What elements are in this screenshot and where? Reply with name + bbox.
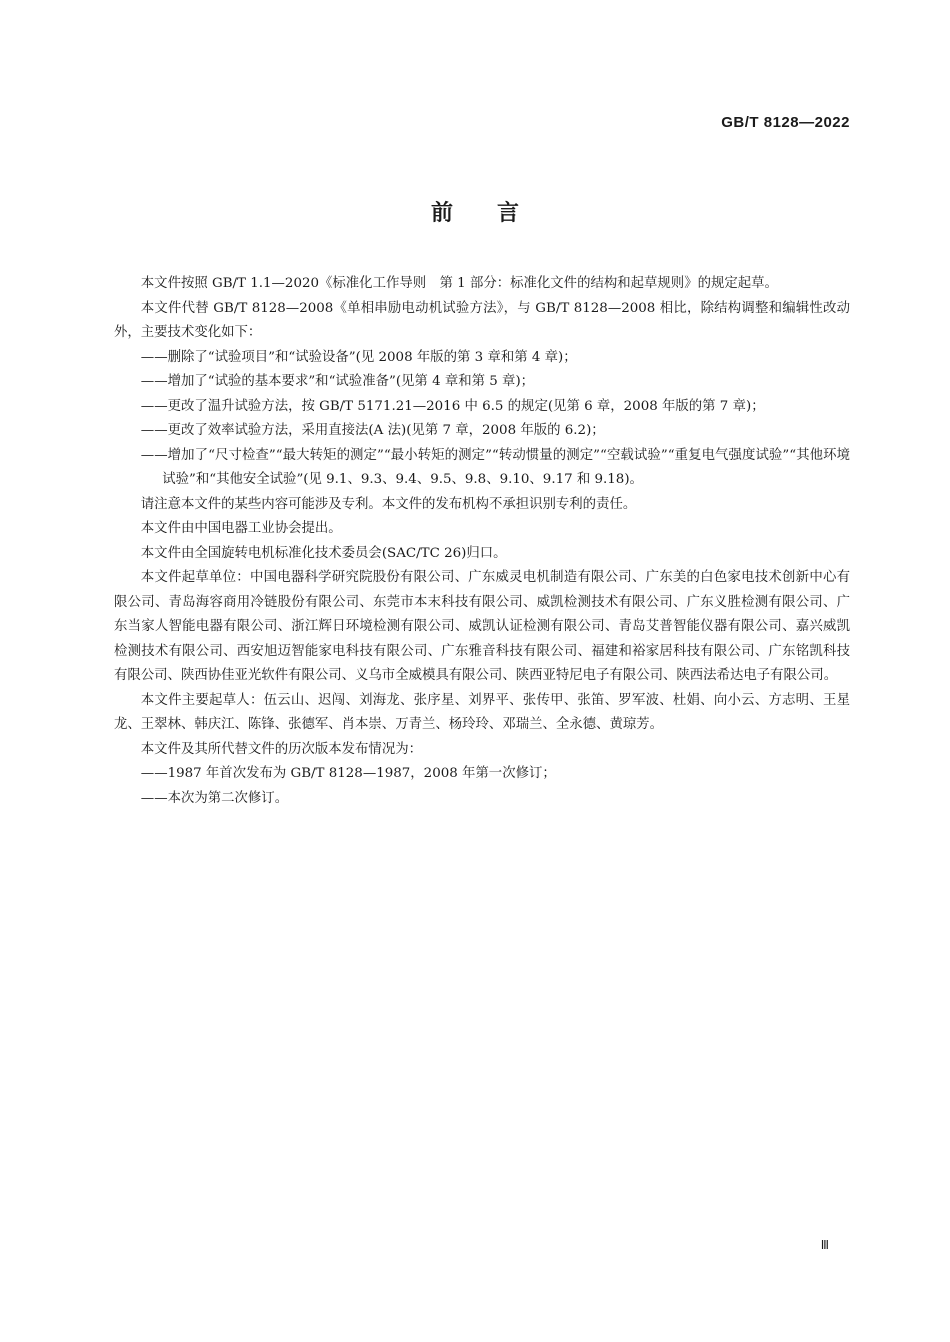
paragraph-patent-notice: 请注意本文件的某些内容可能涉及专利。本文件的发布机构不承担识别专利的责任。 bbox=[140, 496, 637, 512]
standard-code: GB/T 8128—2022 bbox=[721, 114, 850, 131]
change-item: ——更改了效率试验方法，采用直接法(A 法)(见第 7 章，2008 年版的 6.2)； bbox=[140, 423, 605, 438]
page-title: 前言 bbox=[430, 201, 563, 226]
change-item: ——增加了“尺寸检查”“最大转矩的测定”“最小转矩的测定”“转动惯量的测定”“空载试验”“重复电气强度试验”“其他环境试验”和“其他安全试验”(见 9.1、9.3、9.4、9.5、9.8、9.10、9.17 和 9.18)。 bbox=[140, 447, 850, 487]
paragraph-drafting-rules: 本文件按照 GB/T 1.1—2020《标准化工作导则 第 1 部分：标准化文件的结构和起草规则》的规定起草。 bbox=[140, 276, 778, 291]
change-item: ——增加了“试验的基本要求”和“试验准备”(见第 4 章和第 5 章)； bbox=[140, 374, 535, 389]
change-item: ——更改了温升试验方法，按 GB/T 5171.21—2016 中 6.5 的规定(见第 6 章，2008 年版的第 7 章)； bbox=[140, 398, 765, 414]
paragraph-drafting-units: 本文件起草单位：中国电器科学研究院股份有限公司、广东威灵电机制造有限公司、广东美的白色家电技术创新中心有限公司、青岛海容商用冷链股份有限公司、东莞市本末科技有限公司、威凯检测技术有限公司、广东义胜检测有限公司、广东当家人智能电器有限公司、浙江辉日环境检测有限公司、威凯认证检测有限公司、青岛艾普智能仪器有限公司、嘉兴威凯检测技术有限公司、西安旭迈智能家电科技有限公司、广东雅音科技有限公司、福建和裕家居科技有限公司、广东铭凯科技有限公司、陕西协佳亚光软件有限公司、义乌市全威模具有限公司、陕西亚特尼电子有限公司、陕西法希达电子有限公司。 bbox=[114, 570, 850, 683]
page-number: Ⅲ bbox=[820, 1238, 829, 1252]
paragraph-drafters: 本文件主要起草人：伍云山、迟闯、刘海龙、张序星、刘界平、张传甲、张笛、罗军波、杜娟、向小云、方志明、王星龙、王翠林、韩庆江、陈锋、张德军、肖本崇、万青兰、杨玲玲、邓瑞兰、全永德、黄琼芳。 bbox=[114, 692, 850, 732]
paragraph-replacement: 本文件代替 GB/T 8128—2008《单相串励电动机试验方法》，与 GB/T 8128—2008 相比，除结构调整和编辑性改动外，主要技术变化如下： bbox=[114, 300, 850, 340]
history-item: ——本次为第二次修订。 bbox=[140, 790, 289, 806]
paragraph-history-intro: 本文件及其所代替文件的历次版本发布情况为： bbox=[140, 741, 422, 757]
change-item: ——删除了“试验项目”和“试验设备”(见 2008 年版的第 3 章和第 4 章)； bbox=[140, 349, 577, 365]
history-item: ——1987 年首次发布为 GB/T 8128—1987，2008 年第一次修订； bbox=[140, 766, 556, 781]
paragraph-proposer: 本文件由中国电器工业协会提出。 bbox=[140, 521, 342, 536]
foreword-body bbox=[114, 272, 850, 811]
paragraph-committee: 本文件由全国旋转电机标准化技术委员会(SAC/TC 26)归口。 bbox=[140, 545, 507, 561]
